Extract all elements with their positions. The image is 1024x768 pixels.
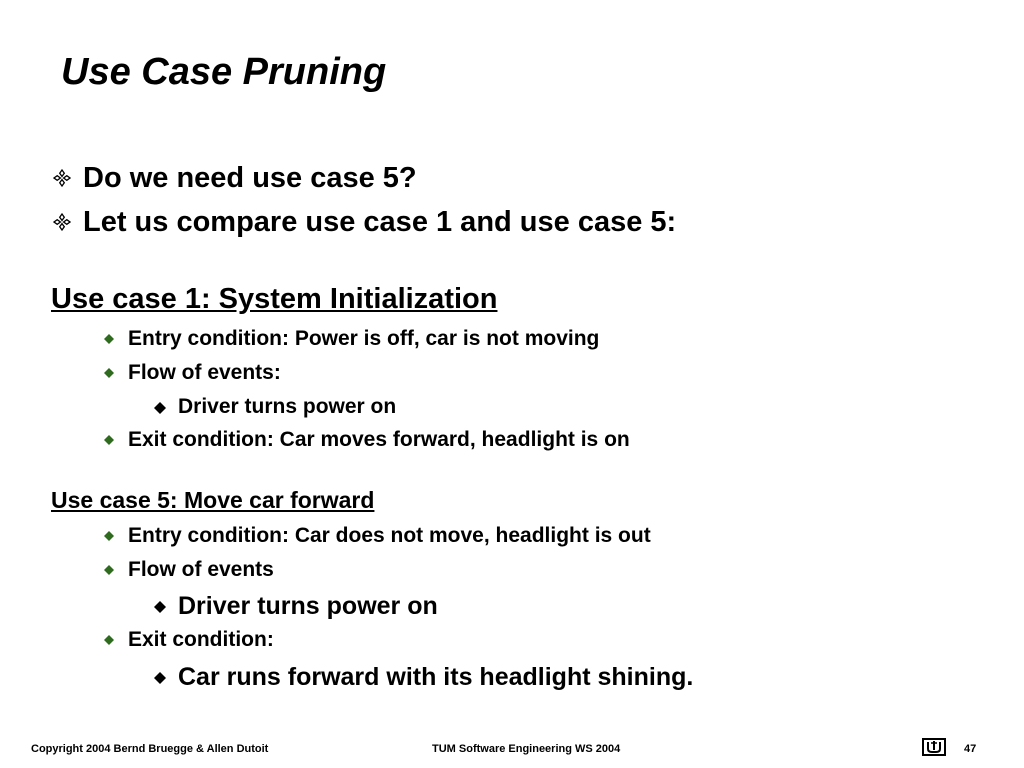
tum-logo-icon <box>922 738 946 756</box>
uc5-flow-text: Flow of events <box>128 558 274 581</box>
uc1-flow-text: Flow of events: <box>128 361 281 384</box>
uc5-entry-text: Entry condition: Car does not move, headlight is out <box>128 524 651 547</box>
four-diamond-icon <box>53 169 71 187</box>
slide-title: Use Case Pruning <box>61 51 387 93</box>
use-case-5-heading: Use case 5: Move car forward <box>51 487 375 513</box>
uc1-entry-text: Entry condition: Power is off, car is not moving <box>128 327 600 350</box>
bullet-text: Let us compare use case 1 and use case 5: <box>83 206 677 238</box>
bullet-text: Do we need use case 5? <box>83 162 417 194</box>
uc5-exit-step-text: Car runs forward with its headlight shining. <box>178 663 694 691</box>
diamond-icon <box>104 531 114 541</box>
diamond-icon <box>104 565 114 575</box>
diamond-icon <box>154 402 166 414</box>
diamond-icon <box>104 368 114 378</box>
use-case-1-heading: Use case 1: System Initialization <box>51 283 498 315</box>
uc5-flow-step-text: Driver turns power on <box>178 592 438 620</box>
footer-copyright: Copyright 2004 Bernd Bruegge & Allen Dutoit <box>31 743 269 755</box>
footer-course: TUM Software Engineering WS 2004 <box>432 743 621 755</box>
four-diamond-icon <box>53 213 71 231</box>
diamond-icon <box>104 334 114 344</box>
footer-page-number: 47 <box>964 743 977 755</box>
diamond-icon <box>104 435 114 445</box>
diamond-icon <box>104 635 114 645</box>
diamond-icon <box>154 601 166 613</box>
uc1-flow-step-text: Driver turns power on <box>178 395 397 418</box>
diamond-icon <box>154 672 166 684</box>
uc5-exit-text: Exit condition: <box>128 628 274 651</box>
uc1-exit-text: Exit condition: Car moves forward, headlight is on <box>128 428 630 451</box>
